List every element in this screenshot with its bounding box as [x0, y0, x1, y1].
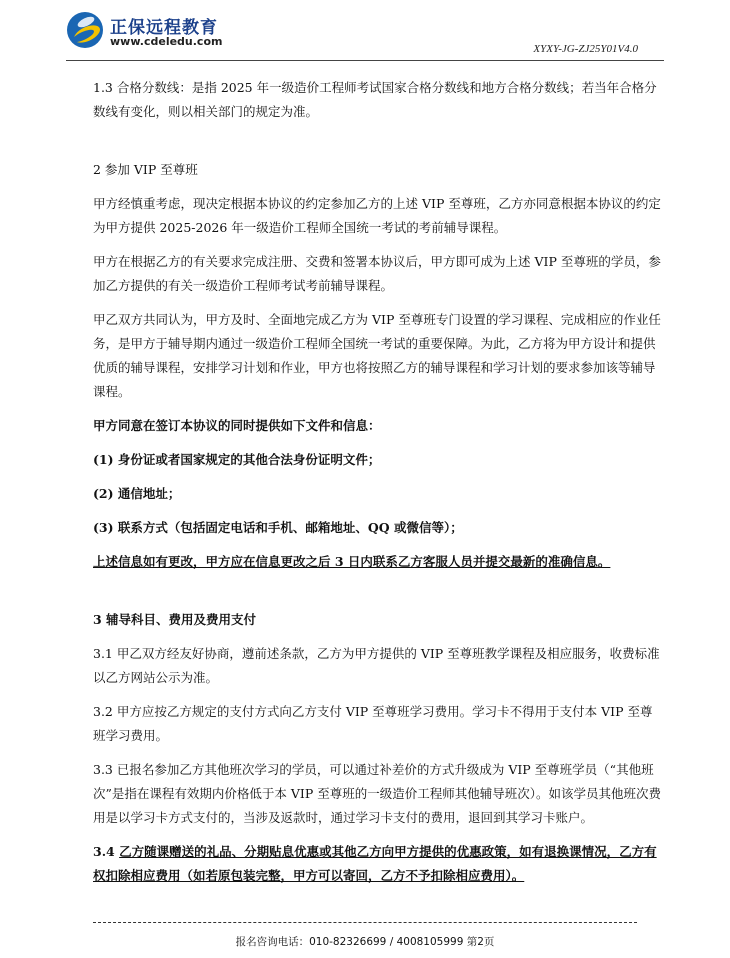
page-footer: 报名咨询电话：010-82326699 / 4008105999 第2页 [235, 936, 495, 948]
clause-3-1: 3.1 甲乙双方经友好协商，遵前述条款，乙方为甲方提供的 VIP 至尊班教学课程及相应服务，收费标准以乙方网站公示为准。 [93, 646, 660, 685]
header-divider [66, 60, 664, 61]
document-item-1: (1) 身份证或者国家规定的其他合法身份证明文件； [93, 452, 381, 467]
info-change-notice: 上述信息如有更改，甲方应在信息更改之后 3 日内联系乙方客服人员并提交最新的准确信息。 [93, 554, 611, 569]
section-2-paragraph-2: 甲方在根据乙方的有关要求完成注册、交费和签署本协议后，甲方即可成为上述 VIP 至尊班的学员，参加乙方提供的有关一级造价工程师考试考前辅导课程。 [93, 254, 661, 293]
clause-3-4-text: 乙方随课赠送的礼品、分期贴息优惠或其他乙方向甲方提供的优惠政策，如有退换课情况，乙方有权扣除相应费用（如若原包装完整，甲方可以寄回，乙方不予扣除相应费用）。 [93, 844, 657, 883]
page-header [0, 0, 730, 60]
document-code: XYXY-JG-ZJ25Y01V4.0 [533, 43, 638, 55]
section-2-paragraph-3: 甲乙双方共同认为，甲方及时、全面地完成乙方为 VIP 至尊班专门设置的学习课程、完成相应的作业任务，是甲方于辅导期内通过一级造价工程师全国统一考试的重要保障。为此，乙方将为甲方设计和提供优质的辅导课程，安排学习计划和作业，甲方也将按照乙方的辅导课程和学习计划的要求参加该等辅导课程。 [93, 312, 661, 399]
document-body [93, 76, 663, 888]
clause-3-2: 3.2 甲方应按乙方规定的支付方式向乙方支付 VIP 至尊班学习费用。学习卡不得用于支付本 VIP 至尊班学习费用。 [93, 704, 653, 743]
document-item-3: (3) 联系方式（包括固定电话和手机、邮箱地址、QQ 或微信等）； [93, 520, 463, 535]
clause-3-3: 3.3 已报名参加乙方其他班次学习的学员，可以通过补差价的方式升级成为 VIP 至尊班学员（“其他班次”是指在课程有效期内价格低于本 VIP 至尊班的一级造价工程师其他辅导班次）。如该学员其他班次费用是以学习卡方式支付的，当涉及返款时，通过学习卡支付的费用，退回到其学习卡账户。 [93, 762, 661, 825]
company-logo-icon [67, 12, 103, 48]
document-item-2: (2) 通信地址； [93, 486, 181, 501]
clause-3-4-number: 3.4 [93, 844, 120, 859]
documents-intro: 甲方同意在签订本协议的同时提供如下文件和信息： [93, 418, 381, 433]
brand-name: 正保远程教育 [110, 18, 218, 38]
section-2-heading: 2 参加 VIP 至尊班 [93, 162, 198, 177]
brand-url: www.cdeledu.com [110, 35, 223, 48]
clause-3-4 [93, 840, 663, 888]
section-2-paragraph-1: 甲方经慎重考虑，现决定根据本协议的约定参加乙方的上述 VIP 至尊班，乙方亦同意根据本协议的约定为甲方提供 2025-2026 年一级造价工程师全国统一考试的考前辅导课程。 [93, 196, 661, 235]
section-3-heading: 3 辅导科目、费用及费用支付 [93, 612, 257, 627]
clause-1-3: 1.3 合格分数线：是指 2025 年一级造价工程师考试国家合格分数线和地方合格分数线；若当年合格分数线有变化，则以相关部门的规定为准。 [93, 80, 657, 119]
footer-divider [93, 922, 637, 923]
